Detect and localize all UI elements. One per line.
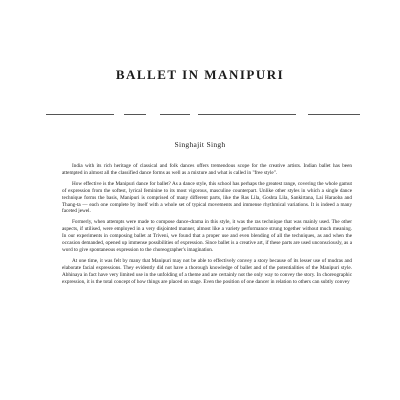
separator-rule	[46, 114, 114, 115]
article-author: Singhajit Singh	[174, 140, 226, 149]
separator-rule	[160, 114, 190, 115]
body-paragraph: At one time, it was felt by many that Manipuri may not be able to effectively convey a story because of its lesser use of mudras and elaborate facial expressions. They evidently did not have a thorough knowledge of ballet and of the potentialities of the Manipuri style. Abhinaya in fact have very limited use in the unfolding of a theme and are certainly not the only way to convey the story. In choreographic expression, it is the total concept of how things are placed on stage. Even the position of one dancer in relation to others can subtly convey	[62, 257, 352, 285]
separator-rule	[308, 114, 360, 115]
separator-rule	[124, 114, 146, 115]
body-paragraph: How effective is the Manipuri dance for ballet? As a dance style, this school has perhaps the greatest range, covering the whole gamut of expression from the softest, lyrical feminine to its most vigorous, masculine counterpart. Unlike other styles in which a single dance technique forms the basis, Manipuri is comprised of many different parts, like the Ras Lila, Goshta Lila, Sankirtana, Lai Haraoba and Thang-ta — each one complete by itself with a whole set of typical movements and immense rhythmical variations. It is indeed a many faceted jewel.	[62, 180, 352, 215]
separator-rule	[198, 114, 296, 115]
article-body	[62, 163, 352, 290]
article-title: BALLET IN MANIPURI	[115, 67, 285, 82]
body-paragraph: Formerly, when attempts were made to compose dance-drama in this style, it was the ras technique that was mainly used. The other aspects, if utilised, were employed in a very disjointed manner, almost like a variety performance strung together without much meaning. In our experiments in composing ballet at Triveni, we found that a proper use and even blending of all the techniques, as and when the occasion demanded, opened up immense possibilities of expression. Since ballet is a creative art, if these parts are used unconsciously, as a word to give spontaneous expression to the choreographer's imagination.	[62, 219, 352, 253]
body-paragraph: India with its rich heritage of classical and folk dances offers tremendous scope for the creative artists. Indian ballet has been attempted in almost all the classified dance forms as well as a mixture and what is called in "free style".	[62, 163, 352, 176]
